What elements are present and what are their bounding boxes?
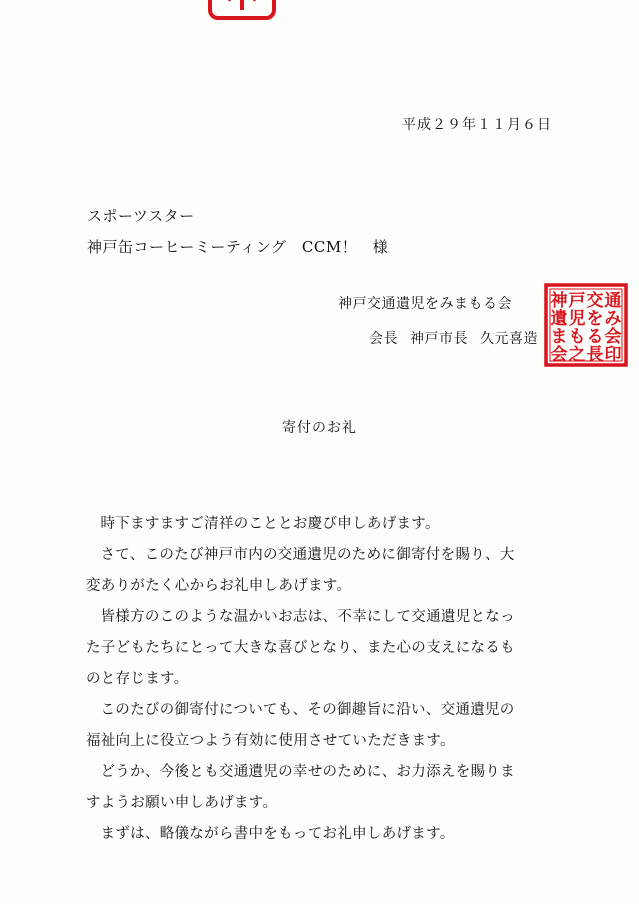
- svg-text:交: 交: [586, 291, 604, 311]
- svg-text:も: も: [568, 327, 586, 347]
- svg-text:之: 之: [568, 345, 586, 365]
- body-paragraph: 時下ますますご清祥のこととお慶び申しあげます。: [100, 516, 440, 532]
- body-paragraph: このたびの御寄付についても、その御趣旨に沿い、交通遺児の福祉向上に役立つよう有効に使用させていただきます。: [86, 702, 515, 749]
- svg-text:神: 神: [550, 291, 568, 311]
- svg-text:通: 通: [604, 291, 622, 311]
- svg-text:会: 会: [604, 327, 622, 347]
- svg-text:印: 印: [604, 345, 622, 365]
- body-paragraph: さて、このたび神戸市内の交通遺児のために御寄付を賜り、大変ありがたく心からお礼申しあげます。: [86, 547, 515, 594]
- sender-name: 久元喜造: [480, 331, 538, 347]
- svg-text:戸: 戸: [568, 291, 586, 311]
- body-paragraph: どうか、今後とも交通遺児の幸せのために、お力添えを賜りますようお願い申しあげます。: [86, 764, 515, 811]
- svg-text:る: る: [586, 327, 604, 347]
- letter-date: 平成２９年１１月６日: [402, 117, 552, 133]
- svg-text:会: 会: [550, 345, 568, 365]
- sender-organization: 神戸交通遺児をみまもる会: [338, 296, 512, 312]
- svg-text:み: み: [604, 309, 622, 329]
- official-seal-stamp: [543, 282, 629, 368]
- body-paragraph: 皆様方のこのような温かいお志は、不幸にして交通遺児となった子どもたちにとって大きな喜びとなり、また心の支えになるものと存じます。: [86, 609, 515, 687]
- body-paragraph: まずは、略儀ながら書中をもってお礼申しあげます。: [100, 826, 455, 842]
- svg-text:長: 長: [586, 345, 604, 365]
- addressee-line-1: スポーツスター: [87, 207, 195, 225]
- svg-text:ま: ま: [550, 327, 568, 347]
- top-seal-stamp: [206, 0, 278, 22]
- svg-text:児: 児: [568, 309, 586, 329]
- svg-text:を: を: [586, 309, 604, 329]
- sender-role: 神戸市長: [410, 331, 468, 347]
- letter-subject: 寄付のお礼: [282, 420, 357, 436]
- sender-title: 会長: [369, 331, 398, 347]
- sender-signature-line: [369, 328, 538, 348]
- svg-text:遺: 遺: [550, 309, 568, 329]
- addressee-line-2: 神戸缶コーヒーミーティング CCM！ 様: [87, 238, 389, 256]
- letter-body: [86, 509, 526, 850]
